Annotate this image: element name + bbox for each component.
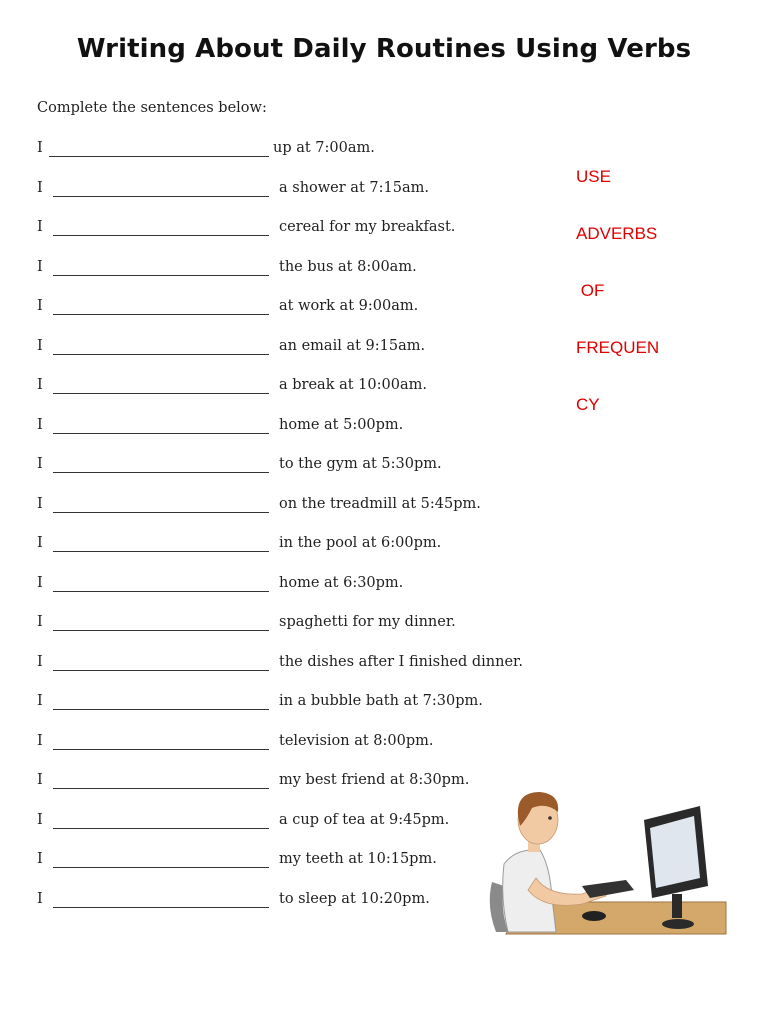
sentence-pronoun: I [37, 811, 43, 828]
sentence-text: cereal for my breakfast. [279, 219, 456, 235]
answer-blank[interactable] [53, 354, 269, 355]
monitor-stand-shape [672, 894, 682, 918]
sentence-pronoun: I [37, 337, 43, 354]
sentence-text: a cup of tea at 9:45pm. [279, 811, 450, 828]
eye-shape [548, 816, 552, 820]
sentence-text: to sleep at 10:20pm. [279, 890, 430, 907]
answer-blank[interactable] [49, 156, 269, 157]
sentence-row [37, 178, 557, 218]
sentence-text: my teeth at 10:15pm. [279, 851, 437, 867]
note-line: USE [576, 167, 611, 186]
sentence-row [37, 217, 557, 257]
sentence-text: at work at 9:00am. [279, 298, 419, 314]
sentence-row [37, 533, 557, 573]
sentence-text: spaghetti for my dinner. [279, 614, 456, 630]
sentence-text: a shower at 7:15am. [279, 179, 429, 196]
sentence-row [37, 257, 557, 297]
answer-blank[interactable] [53, 551, 269, 552]
sentence-text: in a bubble bath at 7:30pm. [279, 693, 483, 709]
answer-blank[interactable] [53, 788, 269, 789]
sentence-row [37, 573, 557, 613]
note-line: CY [576, 395, 600, 414]
sentence-text: on the treadmill at 5:45pm. [279, 495, 481, 512]
answer-blank[interactable] [53, 630, 269, 631]
answer-blank[interactable] [53, 709, 269, 710]
sentence-pronoun: I [37, 219, 43, 235]
answer-blank[interactable] [53, 670, 269, 671]
answer-blank[interactable] [53, 235, 269, 236]
sentence-pronoun: I [37, 377, 43, 393]
answer-blank[interactable] [53, 275, 269, 276]
sentence-pronoun: I [37, 495, 43, 512]
sentence-row [37, 770, 557, 810]
sentence-row [37, 691, 557, 731]
sentence-row [37, 849, 557, 889]
sentence-text: up at 7:00am. [273, 140, 375, 156]
sentence-pronoun: I [37, 693, 43, 709]
sentence-pronoun: I [37, 574, 43, 591]
answer-blank[interactable] [53, 512, 269, 513]
sentence-text: home at 6:30pm. [279, 574, 404, 591]
sentence-row [37, 415, 557, 455]
answer-blank[interactable] [53, 393, 269, 394]
sentence-pronoun: I [37, 732, 43, 749]
sentence-pronoun: I [37, 653, 43, 670]
sentence-text: the dishes after I finished dinner. [279, 653, 524, 670]
sentence-pronoun: I [37, 140, 43, 156]
sentence-row [37, 889, 557, 929]
sentence-pronoun: I [37, 416, 43, 433]
page-title: Writing About Daily Routines Using Verbs [76, 34, 692, 64]
teacher-note [576, 129, 676, 433]
monitor-base-shape [662, 919, 694, 929]
sentence-row [37, 731, 557, 771]
sentence-row [37, 810, 557, 850]
sentence-row [37, 138, 557, 178]
sentence-text: a break at 10:00am. [279, 377, 427, 393]
sentence-text: in the pool at 6:00pm. [279, 535, 442, 551]
sentence-row [37, 494, 557, 534]
sentence-pronoun: I [37, 456, 43, 472]
sentence-row [37, 454, 557, 494]
sentence-pronoun: I [37, 258, 43, 275]
sentence-pronoun: I [37, 890, 43, 907]
answer-blank[interactable] [53, 749, 269, 750]
keyboard-shape [582, 880, 634, 898]
sentence-pronoun: I [37, 179, 43, 196]
sentence-row [37, 375, 557, 415]
answer-blank[interactable] [53, 907, 269, 908]
sentence-pronoun: I [37, 614, 43, 630]
sentence-text: to the gym at 5:30pm. [279, 456, 442, 472]
answer-blank[interactable] [53, 314, 269, 315]
sentence-text: my best friend at 8:30pm. [279, 772, 470, 788]
sentence-row [37, 336, 557, 376]
sentence-text: an email at 9:15am. [279, 337, 426, 354]
sentence-pronoun: I [37, 772, 43, 788]
sentence-text: home at 5:00pm. [279, 416, 404, 433]
answer-blank[interactable] [53, 196, 269, 197]
instructions: Complete the sentences below: [37, 100, 267, 116]
answer-blank[interactable] [53, 828, 269, 829]
sentence-row [37, 296, 557, 336]
answer-blank[interactable] [53, 591, 269, 592]
sentence-text: television at 8:00pm. [279, 732, 434, 749]
answer-blank[interactable] [53, 867, 269, 868]
note-line: ADVERBS [576, 224, 658, 243]
answer-blank[interactable] [53, 472, 269, 473]
sentence-pronoun: I [37, 298, 43, 314]
screen-shape [650, 816, 700, 888]
sentence-row [37, 652, 557, 692]
sentence-list [37, 138, 557, 928]
sentence-row [37, 612, 557, 652]
sentence-text: the bus at 8:00am. [279, 258, 417, 275]
sentence-pronoun: I [37, 535, 43, 551]
sentence-pronoun: I [37, 851, 43, 867]
answer-blank[interactable] [53, 433, 269, 434]
mouse-shape [582, 911, 606, 921]
note-line: FREQUEN [576, 338, 660, 357]
boy-at-computer-icon [486, 786, 730, 938]
note-line: OF [576, 281, 605, 300]
